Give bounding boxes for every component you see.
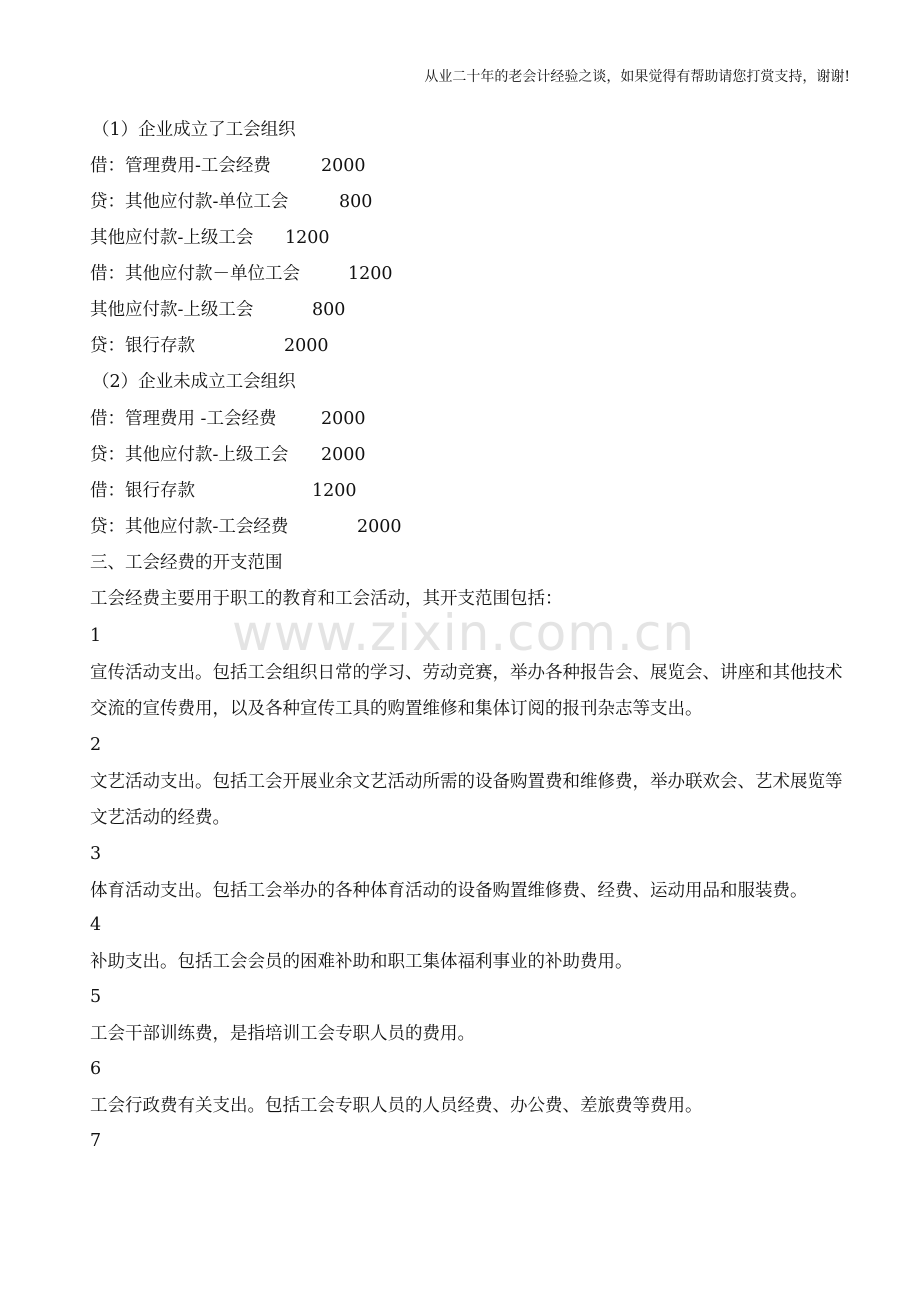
journal-entry: 贷：银行存款 2000 (90, 336, 329, 356)
watermark: www.zixin.com.cn (232, 604, 696, 662)
item-number: 3 (90, 844, 102, 864)
item-number: 4 (90, 915, 102, 935)
entry-amount: 2000 (357, 517, 402, 537)
item-text: 文艺活动支出。包括工会开展业余文艺活动所需的设备购置费和维修费，举办联欢会、艺术展览等文艺活动的经费。 (90, 772, 843, 828)
entry-amount: 1200 (312, 481, 357, 501)
item-number: 6 (90, 1059, 102, 1079)
item-number: 7 (90, 1131, 102, 1151)
entry-amount: 1200 (348, 264, 393, 284)
intro-text: 工会经费主要用于职工的教育和工会活动，其开支范围包括： (90, 589, 563, 609)
section-title: 三、工会经费的开支范围 (90, 553, 283, 573)
entry-amount: 1200 (285, 228, 330, 248)
item-text: 补助支出。包括工会会员的困难补助和职工集体福利事业的补助费用。 (90, 952, 633, 972)
item-number: 5 (90, 987, 102, 1007)
item-text: 宣传活动支出。包括工会组织日常的学习、劳动竞赛，举办各种报告会、展览会、讲座和其他技术交流的宣传费用，以及各种宣传工具的购置维修和集体订阅的报刊杂志等支出。 (90, 663, 843, 719)
journal-entry: 借：管理费用-工会经费 2000 (90, 156, 366, 176)
subsection-heading: （2）企业未成立工会组织 (92, 372, 296, 392)
header-note: 从业二十年的老会计经验之谈，如果觉得有帮助请您打赏支持，谢谢! (424, 69, 850, 85)
item-number: 2 (90, 735, 102, 755)
journal-entry: 借：其他应付款－单位工会 1200 (90, 264, 393, 284)
journal-entry: 其他应付款-上级工会 1200 (90, 228, 330, 248)
entry-amount: 2000 (321, 445, 366, 465)
item-text: 工会干部训练费，是指培训工会专职人员的费用。 (90, 1024, 475, 1044)
entry-amount: 800 (339, 192, 373, 212)
journal-entry: 其他应付款-上级工会 800 (90, 300, 346, 320)
journal-entry: 贷：其他应付款-上级工会 2000 (90, 445, 366, 465)
entry-amount: 2000 (321, 409, 366, 429)
journal-entry: 贷：其他应付款-单位工会 800 (90, 192, 373, 212)
item-text: 体育活动支出。包括工会举办的各种体育活动的设备购置维修费、经费、运动用品和服装费。 (90, 881, 808, 901)
entry-amount: 800 (312, 300, 346, 320)
journal-entry: 贷：其他应付款-工会经费 2000 (90, 517, 402, 537)
journal-entry: 借：管理费用 -工会经费 2000 (90, 409, 366, 429)
item-text: 工会行政费有关支出。包括工会专职人员的人员经费、办公费、差旅费等费用。 (90, 1096, 703, 1116)
subsection-heading: （1）企业成立了工会组织 (92, 120, 296, 140)
entry-amount: 2000 (284, 336, 329, 356)
item-number: 1 (90, 626, 102, 646)
journal-entry: 借：银行存款 1200 (90, 481, 357, 501)
entry-amount: 2000 (321, 156, 366, 176)
